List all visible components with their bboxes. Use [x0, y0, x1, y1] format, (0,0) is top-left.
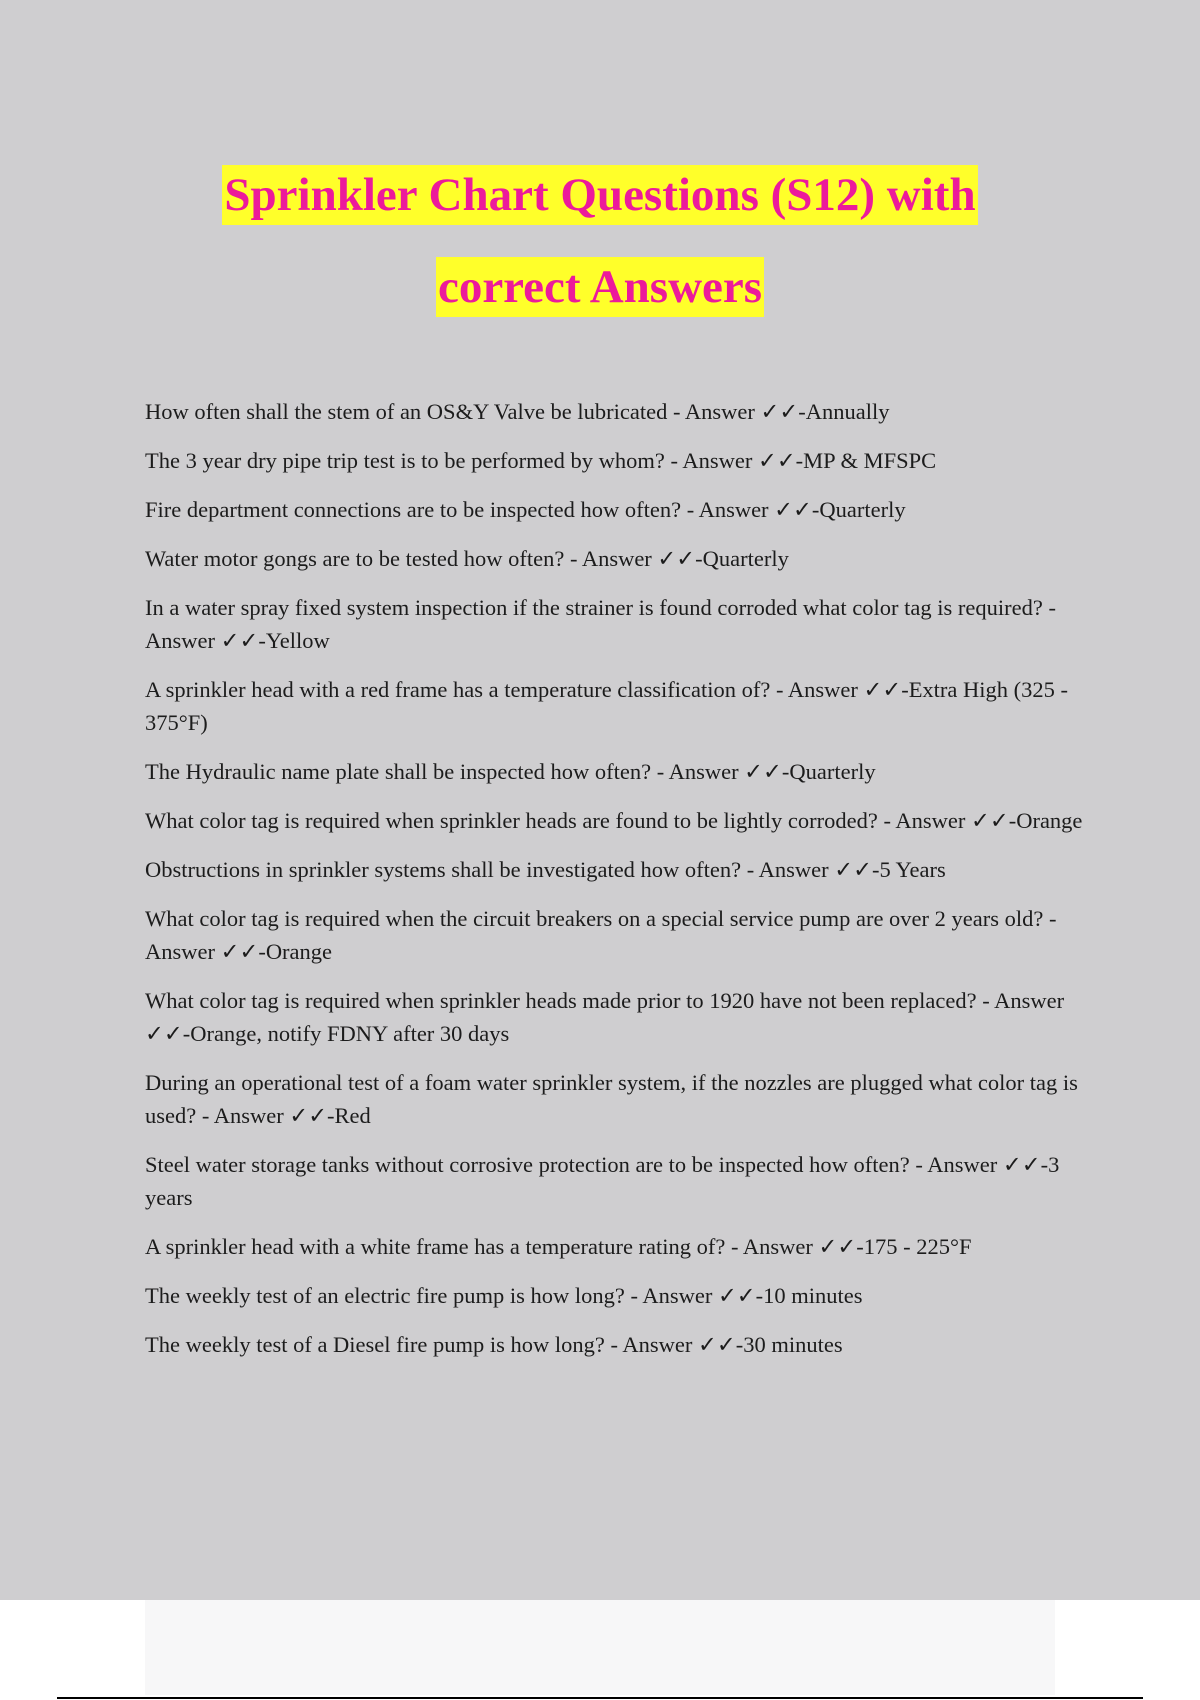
answer-text: Quarterly [702, 546, 789, 571]
next-page-preview [145, 1600, 1055, 1695]
qa-item [145, 804, 1085, 837]
answer-text: 5 Years [879, 857, 946, 882]
answer-separator: - Answer ✓✓- [664, 448, 804, 473]
question-text: Fire department connections are to be inspected how often? [145, 497, 682, 522]
question-text: Water motor gongs are to be tested how often? [145, 546, 565, 571]
answer-separator: - Answer ✓✓- [741, 857, 880, 882]
question-text: The weekly test of a Diesel fire pump is how long? [145, 1332, 605, 1357]
answer-text: MP & MFSPC [803, 448, 937, 473]
answer-text: Orange, notify FDNY after 30 days [190, 1021, 510, 1046]
question-text: Steel water storage tanks without corrosive protection are to be inspected how often? [145, 1152, 910, 1177]
qa-item [145, 853, 1085, 886]
answer-text: Orange [1016, 808, 1083, 833]
answer-text: Quarterly [789, 759, 876, 784]
answer-separator: - Answer ✓✓- [145, 906, 1057, 964]
answer-separator: - Answer ✓✓- [667, 399, 806, 424]
question-text: The Hydraulic name plate shall be inspected how often? [145, 759, 652, 784]
qa-item [145, 395, 1085, 428]
answer-separator: - Answer ✓✓- [564, 546, 703, 571]
qa-item [145, 755, 1085, 788]
answer-separator: - Answer ✓✓- [145, 595, 1056, 653]
qa-list [145, 395, 1085, 1377]
qa-item [145, 1066, 1085, 1132]
answer-text: Quarterly [819, 497, 906, 522]
question-text: A sprinkler head with a white frame has a temperature rating of? [145, 1234, 726, 1259]
answer-text: Annually [805, 399, 890, 424]
qa-item [145, 542, 1085, 575]
answer-text: Yellow [265, 628, 330, 653]
answer-separator: - Answer ✓✓- [681, 497, 820, 522]
answer-separator: - Answer ✓✓- [909, 1152, 1049, 1177]
answer-separator: - Answer ✓✓- [651, 759, 790, 784]
qa-item [145, 902, 1085, 968]
answer-separator: - Answer ✓✓- [196, 1103, 335, 1128]
answer-text: Red [334, 1103, 371, 1128]
answer-text: Extra High (325 - 375°F) [145, 677, 1069, 735]
answer-separator: - Answer ✓✓- [604, 1332, 744, 1357]
answer-text: Orange [265, 939, 333, 964]
answer-separator: - Answer ✓✓- [877, 808, 1017, 833]
answer-text: 10 minutes [763, 1283, 863, 1308]
qa-item [145, 1328, 1085, 1361]
question-text: In a water spray fixed system inspection if the strainer is found corroded what color tag is required? [145, 595, 1043, 620]
title-line-1: Sprinkler Chart Questions (S12) with [222, 165, 977, 225]
answer-text: 3 years [145, 1152, 1060, 1210]
question-text: A sprinkler head with a red frame has a temperature classification of? [145, 677, 771, 702]
answer-separator: - Answer ✓✓- [725, 1234, 864, 1259]
question-text: What color tag is required when the circuit breakers on a special service pump are over 2 years old? [145, 906, 1044, 931]
qa-item [145, 1148, 1085, 1214]
question-text: The weekly test of an electric fire pump is how long? [145, 1283, 625, 1308]
footer-rule [57, 1697, 1143, 1699]
answer-separator: - Answer ✓✓- [624, 1283, 764, 1308]
qa-item [145, 673, 1085, 739]
qa-item [145, 1230, 1085, 1263]
question-text: What color tag is required when sprinkler heads made prior to 1920 have not been replaced? [145, 988, 977, 1013]
document-title [0, 165, 1200, 317]
question-text: What color tag is required when sprinkler heads are found to be lightly corroded? [145, 808, 878, 833]
title-line-2: correct Answers [436, 257, 764, 317]
question-text: How often shall the stem of an OS&Y Valve be lubricated [145, 399, 668, 424]
question-text: During an operational test of a foam water sprinkler system, if the nozzles are plugged what color tag is used? [145, 1070, 1078, 1128]
answer-text: 175 - 225°F [863, 1234, 972, 1259]
question-text: The 3 year dry pipe trip test is to be performed by whom? [145, 448, 665, 473]
qa-item [145, 444, 1085, 477]
qa-item [145, 591, 1085, 657]
answer-separator: - Answer ✓✓- [145, 988, 1065, 1046]
qa-item [145, 1279, 1085, 1312]
answer-separator: - Answer ✓✓- [770, 677, 909, 702]
answer-text: 30 minutes [743, 1332, 843, 1357]
qa-item [145, 984, 1085, 1050]
question-text: Obstructions in sprinkler systems shall be investigated how often? [145, 857, 742, 882]
qa-item [145, 493, 1085, 526]
